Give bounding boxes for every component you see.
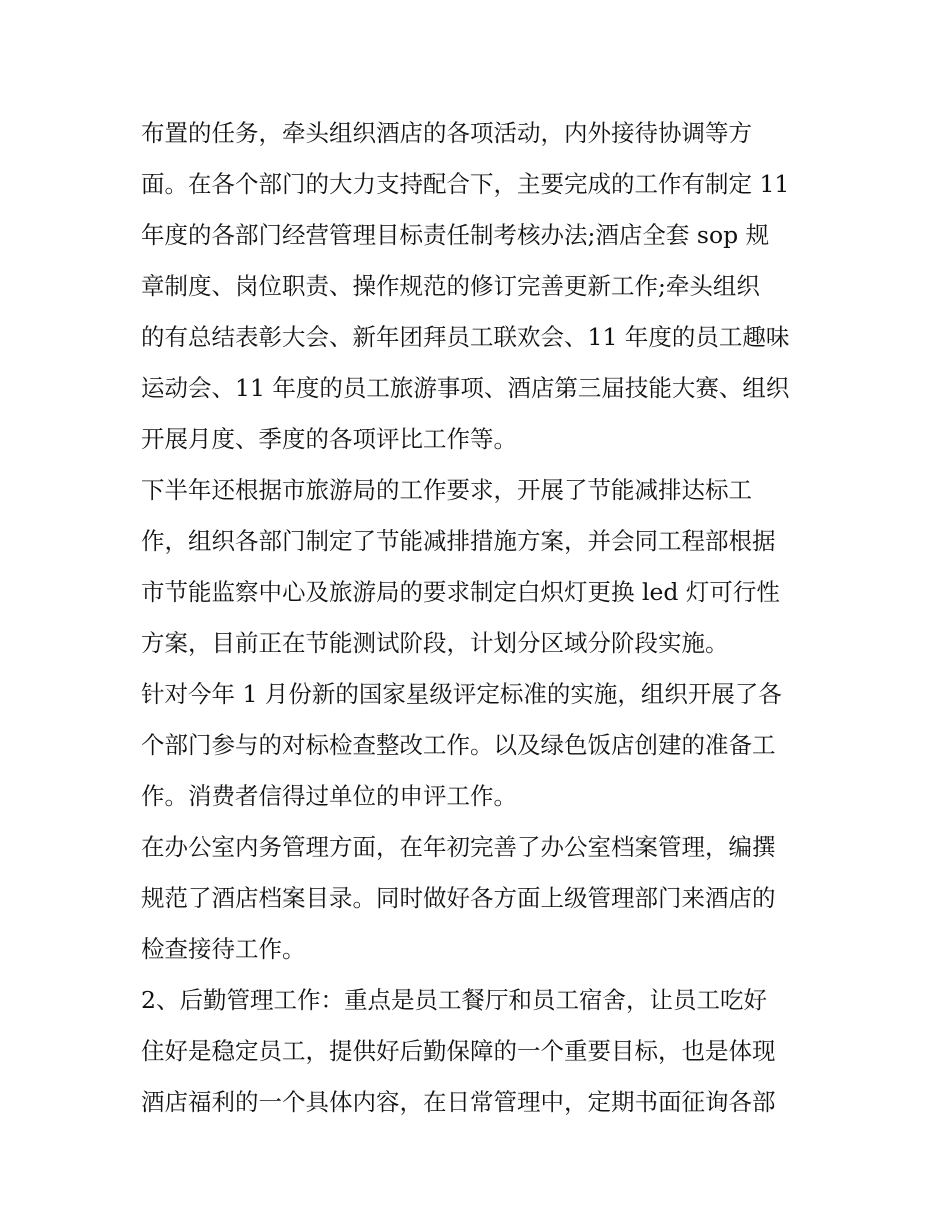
- text-line: 检查接待工作。: [141, 935, 306, 963]
- text-line: 规范了酒店档案目录。同时做好各方面上级管理部门来酒店的: [141, 884, 776, 912]
- text-line: 面。在各个部门的大力支持配合下，主要完成的工作有制定 11: [141, 170, 790, 198]
- text-line: 的有总结表彰大会、新年团拜员工联欢会、11 年度的员工趣味: [141, 323, 790, 351]
- document-body: [141, 108, 821, 1128]
- text-line: 作，组织各部门制定了节能减排措施方案，并会同工程部根据: [141, 527, 776, 555]
- text-line: 下半年还根据市旅游局的工作要求，开展了节能减排达标工: [141, 476, 752, 504]
- text-line: 市节能监察中心及旅游局的要求制定白炽灯更换 led 灯可行性: [141, 578, 780, 606]
- text-line: 方案，目前正在节能测试阶段，计划分区域分阶段实施。: [141, 629, 729, 657]
- text-line: 个部门参与的对标检查整改工作。以及绿色饭店创建的准备工: [141, 731, 776, 759]
- text-line: 酒店福利的一个具体内容，在日常管理中，定期书面征询各部: [141, 1088, 776, 1116]
- text-line: 年度的各部门经营管理目标责任制考核办法;酒店全套 sop 规: [141, 221, 770, 249]
- text-line: 在办公室内务管理方面，在年初完善了办公室档案管理，编撰: [141, 833, 776, 861]
- text-line: 作。消费者信得过单位的申评工作。: [141, 782, 517, 810]
- text-line: 章制度、岗位职责、操作规范的修订完善更新工作;牵头组织: [141, 272, 760, 300]
- text-line: 运动会、11 年度的员工旅游事项、酒店第三届技能大赛、组织: [141, 374, 790, 402]
- text-line: 针对今年 1 月份新的国家星级评定标准的实施，组织开展了各: [141, 680, 782, 708]
- text-line: 布置的任务，牵头组织酒店的各项活动，内外接待协调等方: [141, 119, 752, 147]
- text-line: 开展月度、季度的各项评比工作等。: [141, 425, 517, 453]
- text-line: 住好是稳定员工，提供好后勤保障的一个重要目标，也是体现: [141, 1037, 776, 1065]
- text-line: 2、后勤管理工作：重点是员工餐厅和员工宿舍，让员工吃好: [141, 986, 767, 1014]
